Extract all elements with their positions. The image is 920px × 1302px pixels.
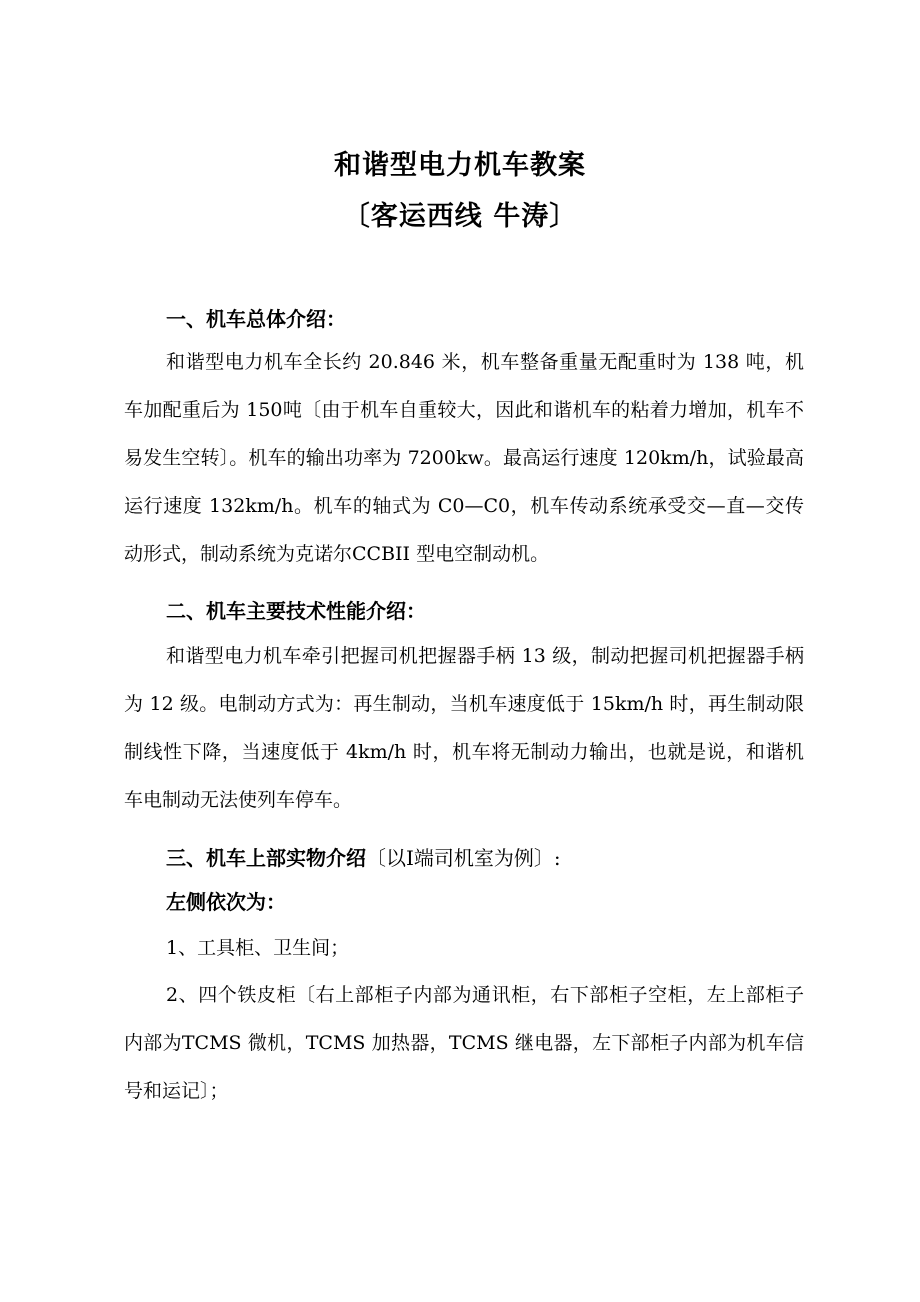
section-heading-performance: 二、机车主要技术性能介绍： [166,599,426,623]
section-heading-components [166,842,561,871]
section-heading-components-text: 三、机车上部实物介绍 [166,846,366,870]
page-title: 和谐型电力机车教案 [334,150,586,181]
section-heading-components-suffix: 〔以Ⅰ端司机室为例〕: [366,846,561,870]
list-item: 2、四个铁皮柜〔右上部柜子内部为通讯柜，右下部柜子空柜，左上部柜子内部为TCMS 微机，TCMS 加热器，TCMS 继电器，左下部柜子内部为机车信号和运记〕； [124,984,804,1102]
page-subtitle: 〔客运西线 牛涛〕 [342,201,578,232]
section-heading-overview: 一、机车总体介绍： [166,307,346,331]
section-body-performance: 和谐型电力机车牵引把握司机把握器手柄 13 级，制动把握司机把握器手柄为 12 级。电制动方式为：再生制动，当机车速度低于 15km/h 时，再生制动限制线性下降，当速度低于 4km/h 时，机车将无制动力输出，也就是说，和谐机车电制动无法使列车停车。 [124,645,804,811]
section-subheading-left-side: 左侧依次为： [166,890,286,914]
list-item: 1、工具柜、卫生间； [166,937,350,959]
section-body-overview: 和谐型电力机车全长约 20.846 米，机车整备重量无配重时为 138 吨，机车加配重后为 150吨〔由于机车自重较大，因此和谐机车的粘着力增加，机车不易发生空转〕。机车的输出功率为 7200kw。最高运行速度 120km/h，试验最高运行速度 132km/h。机车的轴式为 C0—C0，机车传动系统承受交—直—交传动形式，制动系统为克诺尔CCBII 型电空制动机。 [124,351,804,565]
